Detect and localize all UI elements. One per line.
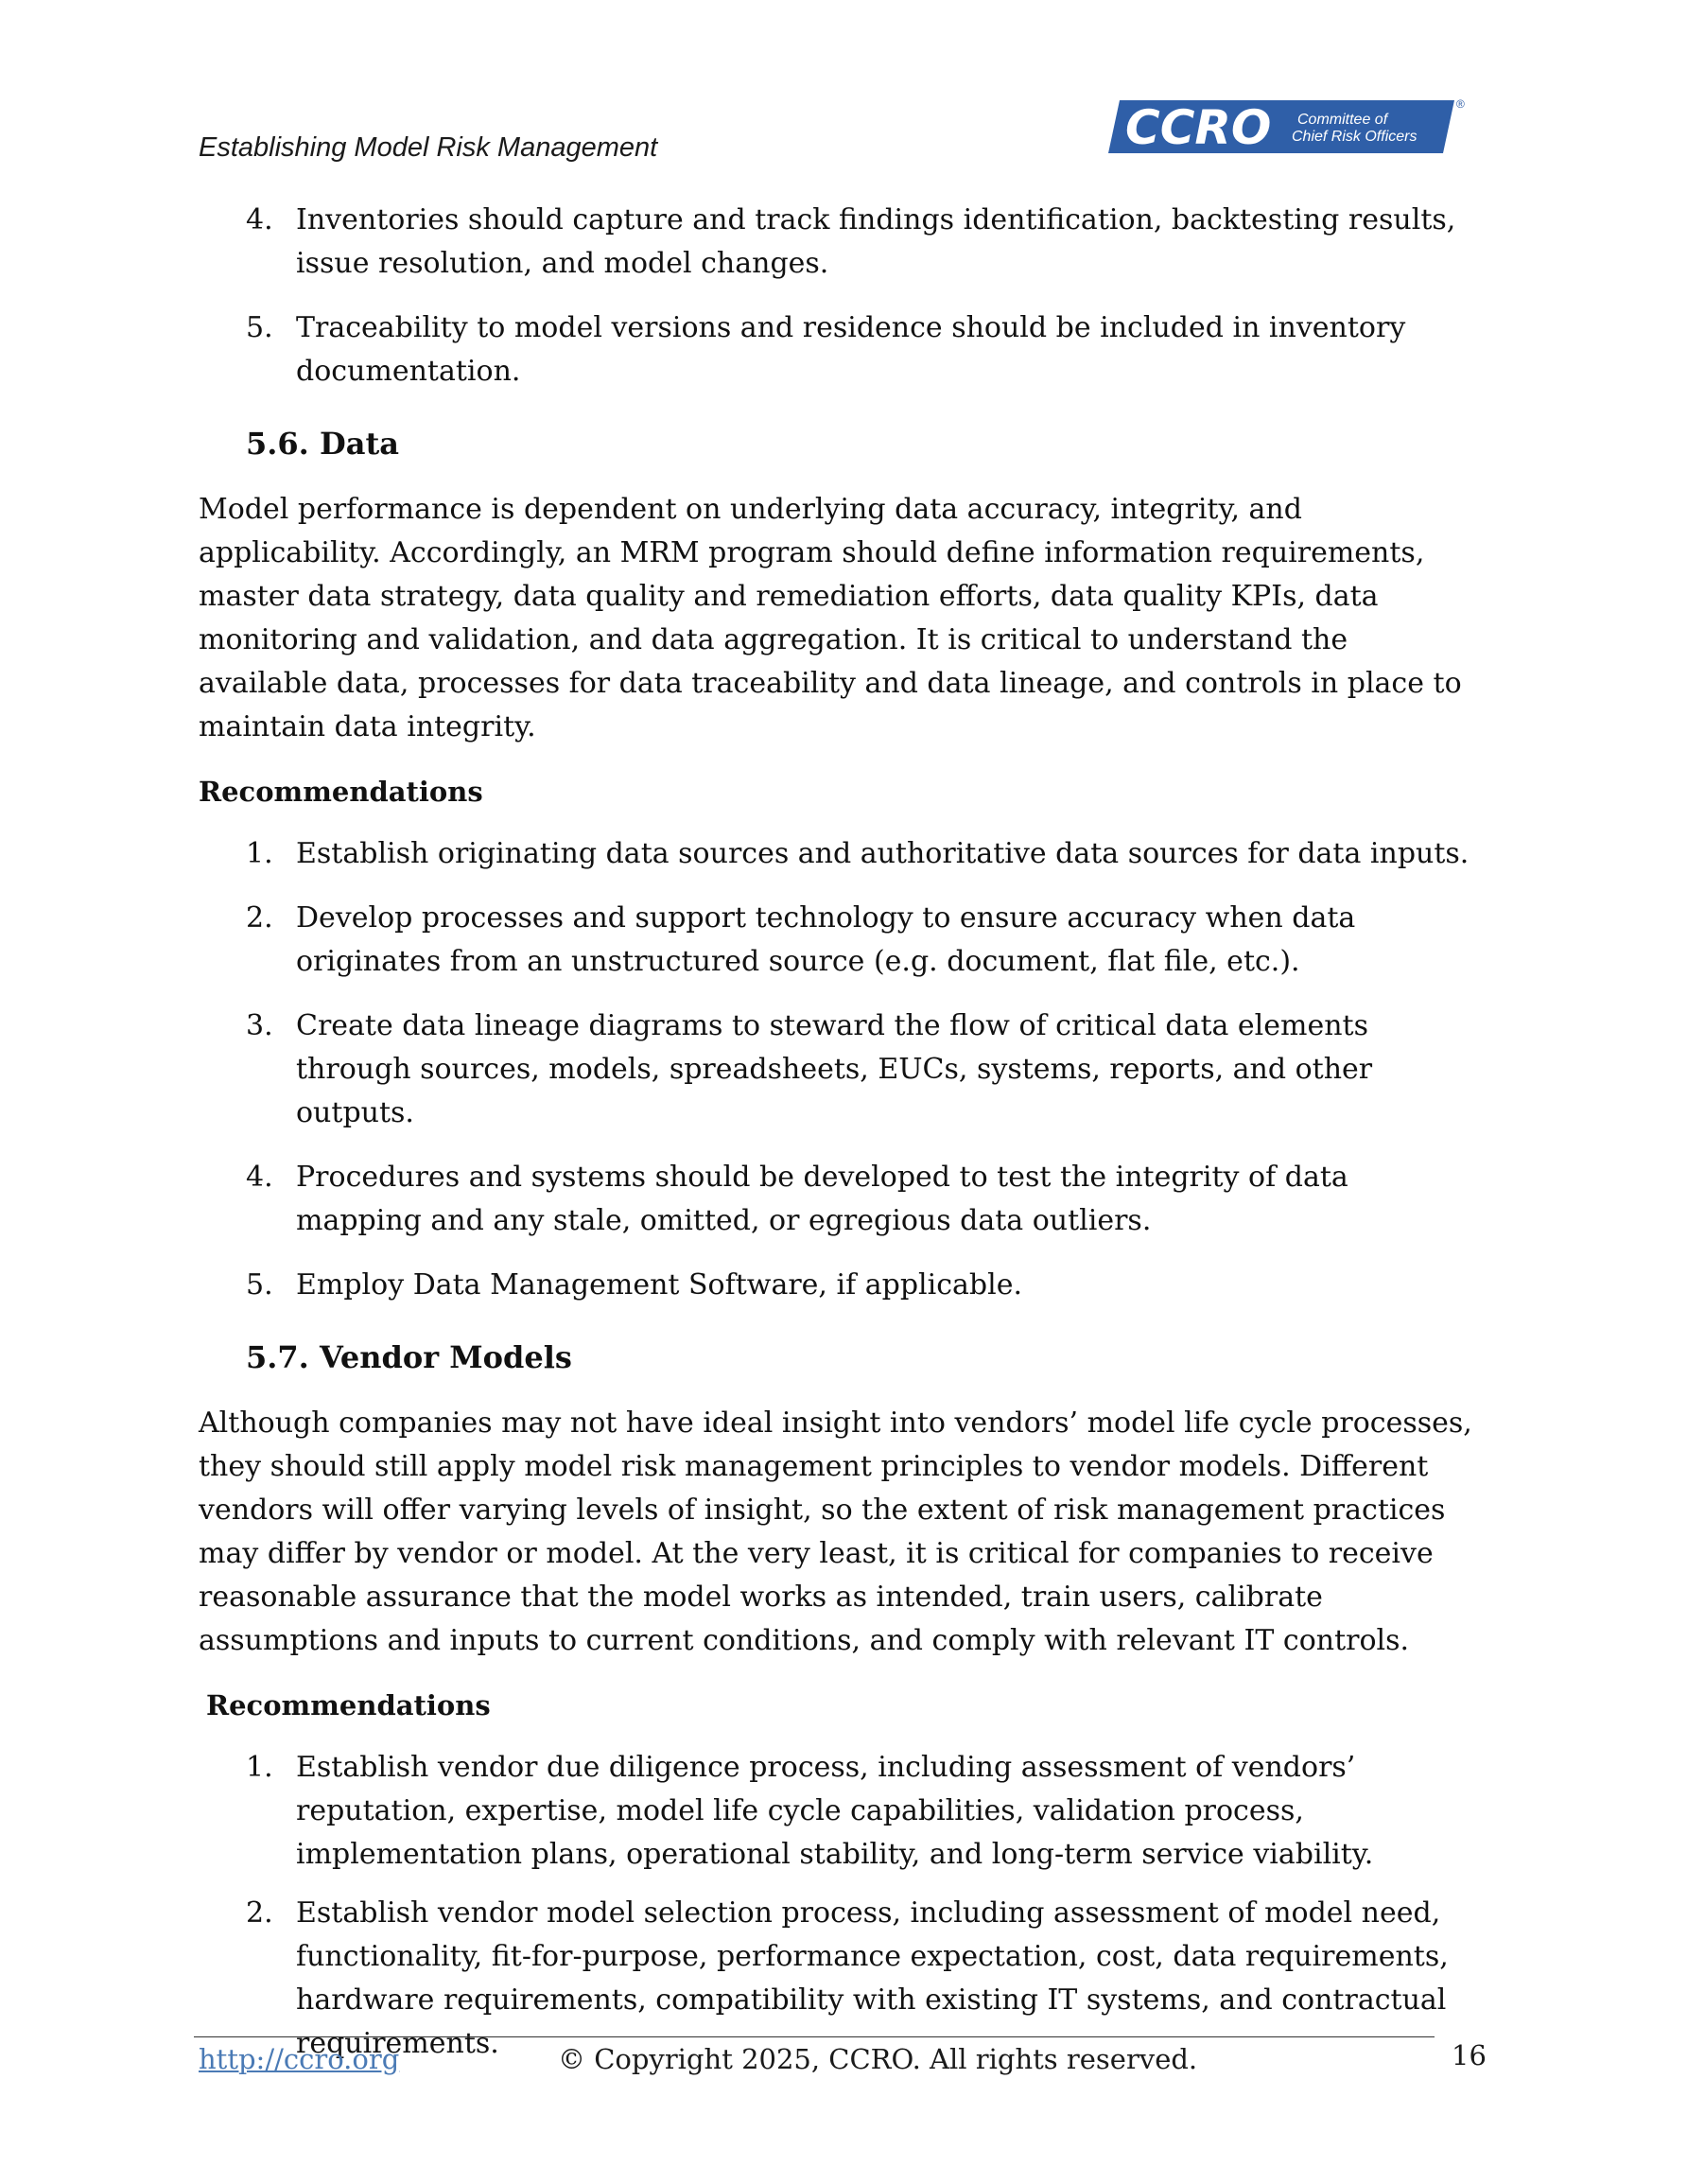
list-number: 1. <box>246 1751 273 1784</box>
list-text: Inventories should capture and track findings identification, backtesting results, issue resolution, and model changes. <box>296 203 1456 280</box>
list-item <box>199 199 1475 286</box>
list-number: 2. <box>246 1896 273 1930</box>
list-number: 2. <box>246 901 273 935</box>
section-paragraph-vendor-models: Although companies may not have ideal insight into vendors’ model life cycle processes, they should still apply model risk management principles to vendor models. Different vendors will offer varying levels of insight, so the extent of risk management practices may differ by vendor or model. At the very least, it is critical for companies to receive reasonable assurance that the model works as intended, train users, calibrate assumptions and inputs to current conditions, and comply with relevant IT controls. <box>199 1406 1472 1657</box>
list-text: Employ Data Management Software, if applicable. <box>296 1268 1022 1302</box>
list-text: Establish vendor due diligence process, including assessment of vendors’ reputation, expertise, model life cycle capabilities, validation process, implementation plans, operational stability, and long-term service viability. <box>296 1751 1374 1871</box>
section-paragraph-data: Model performance is dependent on underlying data accuracy, integrity, and applicability. Accordingly, an MRM program should define information requirements, master data strategy, data quality and remediation efforts, data quality KPIs, data monitoring and validation, and data aggregation. It is critical to understand the available data, processes for data traceability and data lineage, and controls in place to maintain data integrity. <box>199 493 1462 743</box>
recommendations-label: Recommendations <box>199 776 483 808</box>
logo-line1: Committee of <box>1297 112 1388 128</box>
logo-mark: CCRO <box>1125 100 1272 155</box>
list-item <box>199 1892 1475 2066</box>
footer-copyright: © Copyright 2025, CCRO. All rights reserved. <box>558 2043 1198 2075</box>
footer-website-link[interactable]: http://ccro.org <box>199 2043 400 2075</box>
vendor-recommendations-list <box>199 1746 1475 2066</box>
section-heading-vendor-models: 5.7. Vendor Models <box>246 1339 572 1375</box>
list-number: 1. <box>246 837 273 870</box>
list-number: 3. <box>246 1009 273 1042</box>
list-text: Procedures and systems should be developed to test the integrity of data mapping and any stale, omitted, or egregious data outliers. <box>296 1161 1348 1237</box>
logo-line2: Chief Risk Officers <box>1292 129 1417 145</box>
list-item <box>199 1005 1475 1135</box>
list-text: Develop processes and support technology to ensure accuracy when data originates from an unstructured source (e.g. document, flat file, etc.). <box>296 901 1356 978</box>
data-recommendations-list <box>199 832 1475 1307</box>
list-item <box>199 1746 1475 1877</box>
list-number: 5. <box>246 1268 273 1302</box>
list-text: Create data lineage diagrams to steward the flow of critical data elements through sources, models, spreadsheets, EUCs, systems, reports, and other outputs. <box>296 1009 1373 1129</box>
page-content <box>199 199 1475 2081</box>
ccro-logo <box>1106 95 1471 161</box>
list-item <box>199 1264 1475 1307</box>
recommendations-label: Recommendations <box>206 1689 491 1721</box>
footer-divider <box>194 2036 1435 2037</box>
list-text: Traceability to model versions and residence should be included in inventory documentation. <box>296 311 1406 388</box>
list-text: Establish originating data sources and authoritative data sources for data inputs. <box>296 837 1470 870</box>
inventory-list <box>199 199 1475 393</box>
list-text: Establish vendor model selection process, including assessment of model need, functionality, fit-for-purpose, performance expectation, cost, data requirements, hardware requirements, compatibility with existing IT systems, and contractual requirements. <box>296 1896 1449 2060</box>
list-number: 4. <box>246 203 273 236</box>
list-item <box>199 306 1475 393</box>
page-number: 16 <box>1452 2039 1487 2071</box>
list-number: 4. <box>246 1161 273 1194</box>
section-heading-data: 5.6. Data <box>246 426 399 462</box>
list-item <box>199 897 1475 984</box>
list-item <box>199 832 1475 876</box>
list-item <box>199 1156 1475 1243</box>
list-number: 5. <box>246 311 273 344</box>
running-header-title: Establishing Model Risk Management <box>199 132 658 163</box>
logo-registered: ® <box>1456 97 1465 111</box>
